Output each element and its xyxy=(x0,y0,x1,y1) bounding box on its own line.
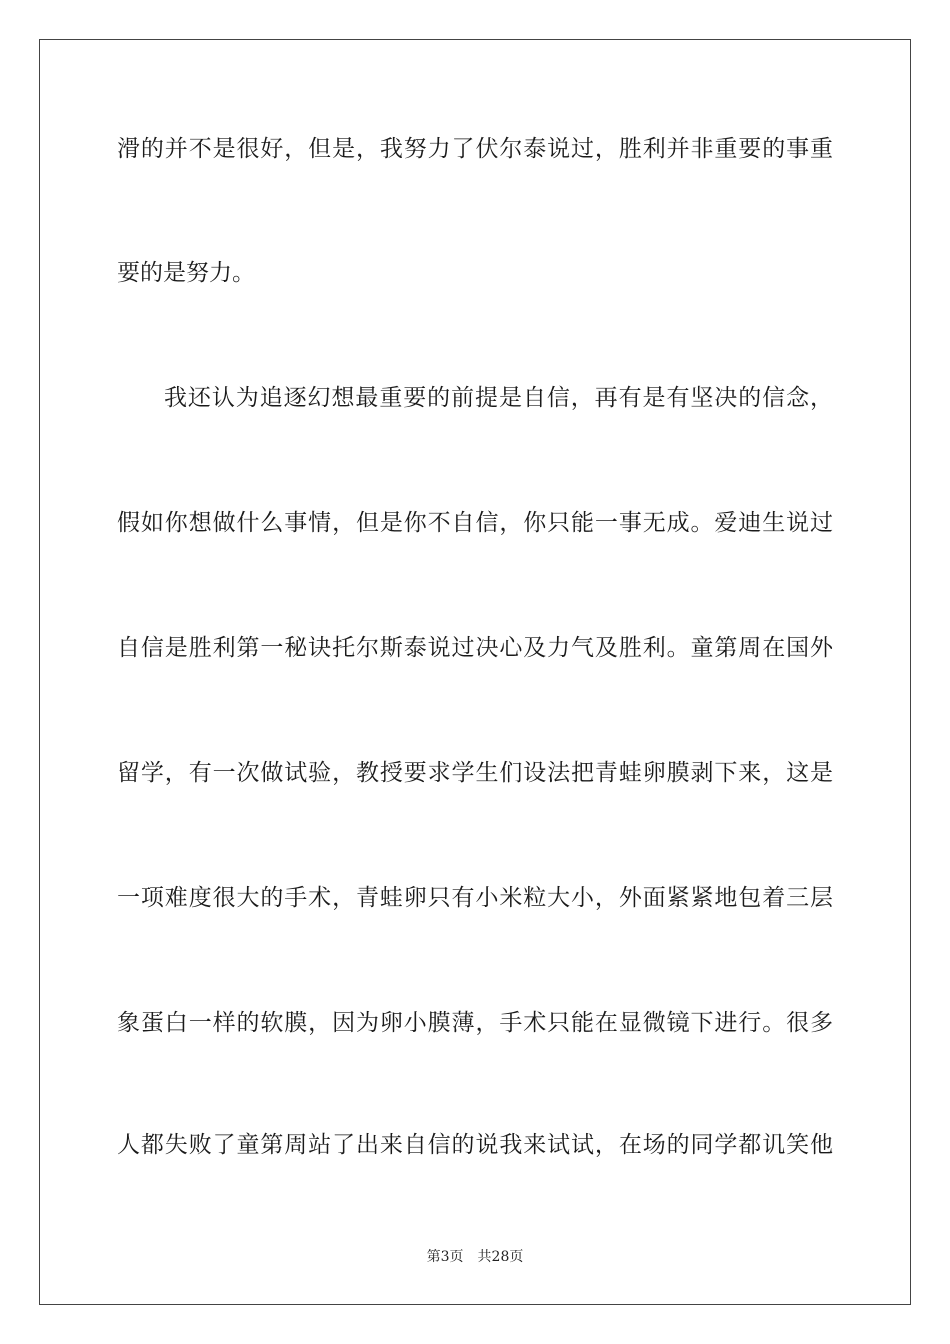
text-line-9: 人都失败了童第周站了出来自信的说我来试试，在场的同学都讥笑他 xyxy=(117,1132,833,1158)
page-number-total: 共28页 xyxy=(477,1249,524,1265)
text-line-6: 留学，有一次做试验，教授要求学生们设法把青蛙卵膜剥下来，这是 xyxy=(117,760,833,786)
text-line-1: 滑的并不是很好，但是，我努力了伏尔泰说过，胜利并非重要的事重 xyxy=(117,136,833,162)
text-line-8: 象蛋白一样的软膜，因为卵小膜薄，手术只能在显微镜下进行。很多 xyxy=(117,1010,833,1036)
text-line-4: 假如你想做什么事情，但是你不自信，你只能一事无成。爱迪生说过 xyxy=(117,510,833,536)
page-number-current: 第3页 xyxy=(426,1249,464,1265)
text-line-7: 一项难度很大的手术，青蛙卵只有小米粒大小，外面紧紧地包着三层 xyxy=(117,885,833,911)
page-footer xyxy=(0,1247,950,1267)
text-line-5: 自信是胜利第一秘诀托尔斯泰说过决心及力气及胜利。童第周在国外 xyxy=(117,635,833,661)
page-border xyxy=(39,39,911,1305)
text-line-2: 要的是努力。 xyxy=(117,260,255,286)
text-line-3: 我还认为追逐幻想最重要的前提是自信，再有是有坚决的信念， xyxy=(164,385,833,411)
